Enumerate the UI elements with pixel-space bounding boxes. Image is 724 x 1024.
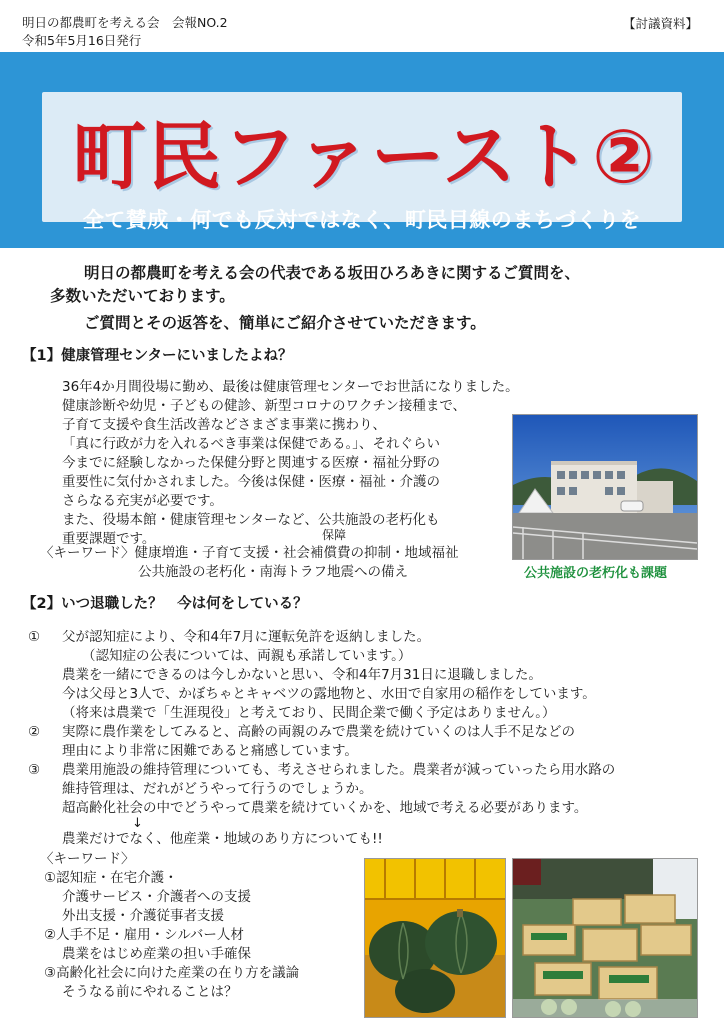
title-banner <box>0 52 724 248</box>
conclusion-text: 農業だけでなく、他産業・地域のあり方についても!! <box>62 831 383 847</box>
body-line: さらなる充実が必要です。 <box>62 493 223 509</box>
header-info <box>22 14 228 50</box>
photo-caption: 公共施設の老朽化も課題 <box>524 566 668 581</box>
body-line: 「真に行政が力を入れるべき事業は保健である。」、それぐらい <box>62 436 440 452</box>
title-panel <box>42 92 682 222</box>
main-title: 町民ファースト② <box>72 114 656 200</box>
body-line: 今は父母と3人で、かぼちゃとキャベツの露地物と、水田で自家用の稲作をしています。 <box>62 686 596 702</box>
arrow-down-icon: ↓ <box>132 816 143 831</box>
keywords-text: 公共施設の老朽化・南海トラフ地震への備え <box>138 564 408 580</box>
body-line: （将来は農業で「生涯現役」と考えており、民間企業で働く予定はありません。） <box>62 705 556 721</box>
body-line: 実際に農作業をしてみると、高齢の両親のみで農業を続けていくのは人手不足などの <box>62 724 575 740</box>
item-number: ③ <box>28 762 41 778</box>
section1-keywords <box>40 544 459 582</box>
document-tag: 【討議資料】 <box>622 16 698 31</box>
body-line: 子育て支援や食生活改善などさまざま事業に携わり、 <box>62 417 386 433</box>
body-line: （認知症の公表については、両親も承諾しています。） <box>82 648 412 664</box>
intro-line: 多数いただいております。 <box>50 287 235 305</box>
item-number: ① <box>28 629 41 645</box>
body-line: 超高齢化社会の中でどうやって農業を続けていくかを、地域で考える必要があります。 <box>62 800 588 816</box>
keyword-line: 外出支援・介護従事者支援 <box>62 908 224 924</box>
keyword-line: ①認知症・在宅介護・ <box>44 870 178 886</box>
body-line: 健康診断や幼児・子どもの健診、新型コロナのワクチン接種まで、 <box>62 398 467 414</box>
body-line: 重要性に気付かされました。今後は保健・医療・福祉・介護の <box>62 474 440 490</box>
section1-body <box>62 378 519 549</box>
building-photo-image <box>513 415 697 559</box>
body-line: 36年4か月間役場に勤め、最後は健康管理センターでお世話になりました。 <box>62 379 519 395</box>
section2-item-1 <box>28 628 596 723</box>
body-line: 父が認知症により、令和4年7月に運転免許を返納しました。 <box>62 629 431 645</box>
section2-item-2 <box>28 723 575 761</box>
keyword-line: ③高齢化社会に向けた産業の在り方を議論 <box>44 965 300 981</box>
body-line: 重要課題です。 <box>62 531 156 547</box>
keywords-label: 〈キーワード〉 <box>40 545 135 561</box>
body-line: また、役場本館・健康管理センターなど、公共施設の老朽化も <box>62 512 440 528</box>
body-line: 農業を一緒にできるのは今しかないと思い、令和4年7月31日に退職しました。 <box>62 667 542 683</box>
subtitle: 全て賛成・何でも反対ではなく、町民目線のまちづくりを <box>82 208 642 232</box>
intro-line: 明日の都農町を考える会の代表である坂田ひろあきに関するご質問を、 <box>84 264 581 282</box>
body-line: 農業用施設の維持管理についても、考えさせられました。農業者が減っていったら用水路の <box>62 762 616 778</box>
keyword-line: 農業をはじめ産業の担い手確保 <box>62 946 251 962</box>
body-line: 今までに経験しなかった保健分野と関連する医療・福祉分野の <box>62 455 440 471</box>
keywords-text: 健康増進・子育て支援・社会補償費の抑制・地域福祉 <box>134 545 459 561</box>
cabbage-truck-photo-image <box>513 859 697 1017</box>
intro-text <box>50 262 690 335</box>
section1-heading: 【1】健康管理センターにいましたよね？ <box>22 348 293 364</box>
keyword-line: そうなる前にやれることは？ <box>62 984 238 1000</box>
building-photo <box>512 414 698 560</box>
section2-item-3 <box>28 761 615 818</box>
section2-keywords <box>40 850 299 1002</box>
section2-heading: 【2】いつ退職した？ 今は何をしている？ <box>22 596 308 612</box>
body-line: 維持管理は、だれがどうやって行うのでしょうか。 <box>62 781 373 797</box>
issue-date: 令和5年5月16日発行 <box>22 33 142 48</box>
ruby-annotation: 保障 <box>322 528 347 542</box>
newsletter-title: 明日の都農町を考える会 会報NO.2 <box>22 15 228 30</box>
item-number: ② <box>28 724 41 740</box>
pumpkin-photo <box>364 858 506 1018</box>
keywords-label: 〈キーワード〉 <box>40 851 135 867</box>
intro-line: ご質問とその返答を、簡単にご紹介させていただきます。 <box>84 314 486 332</box>
body-line: 理由により非常に困難であると痛感しています。 <box>62 743 358 759</box>
keyword-line: ②人手不足・雇用・シルバー人材 <box>44 927 244 943</box>
pumpkin-photo-image <box>365 859 505 1017</box>
cabbage-truck-photo <box>512 858 698 1018</box>
keyword-line: 介護サービス・介護者への支援 <box>62 889 251 905</box>
